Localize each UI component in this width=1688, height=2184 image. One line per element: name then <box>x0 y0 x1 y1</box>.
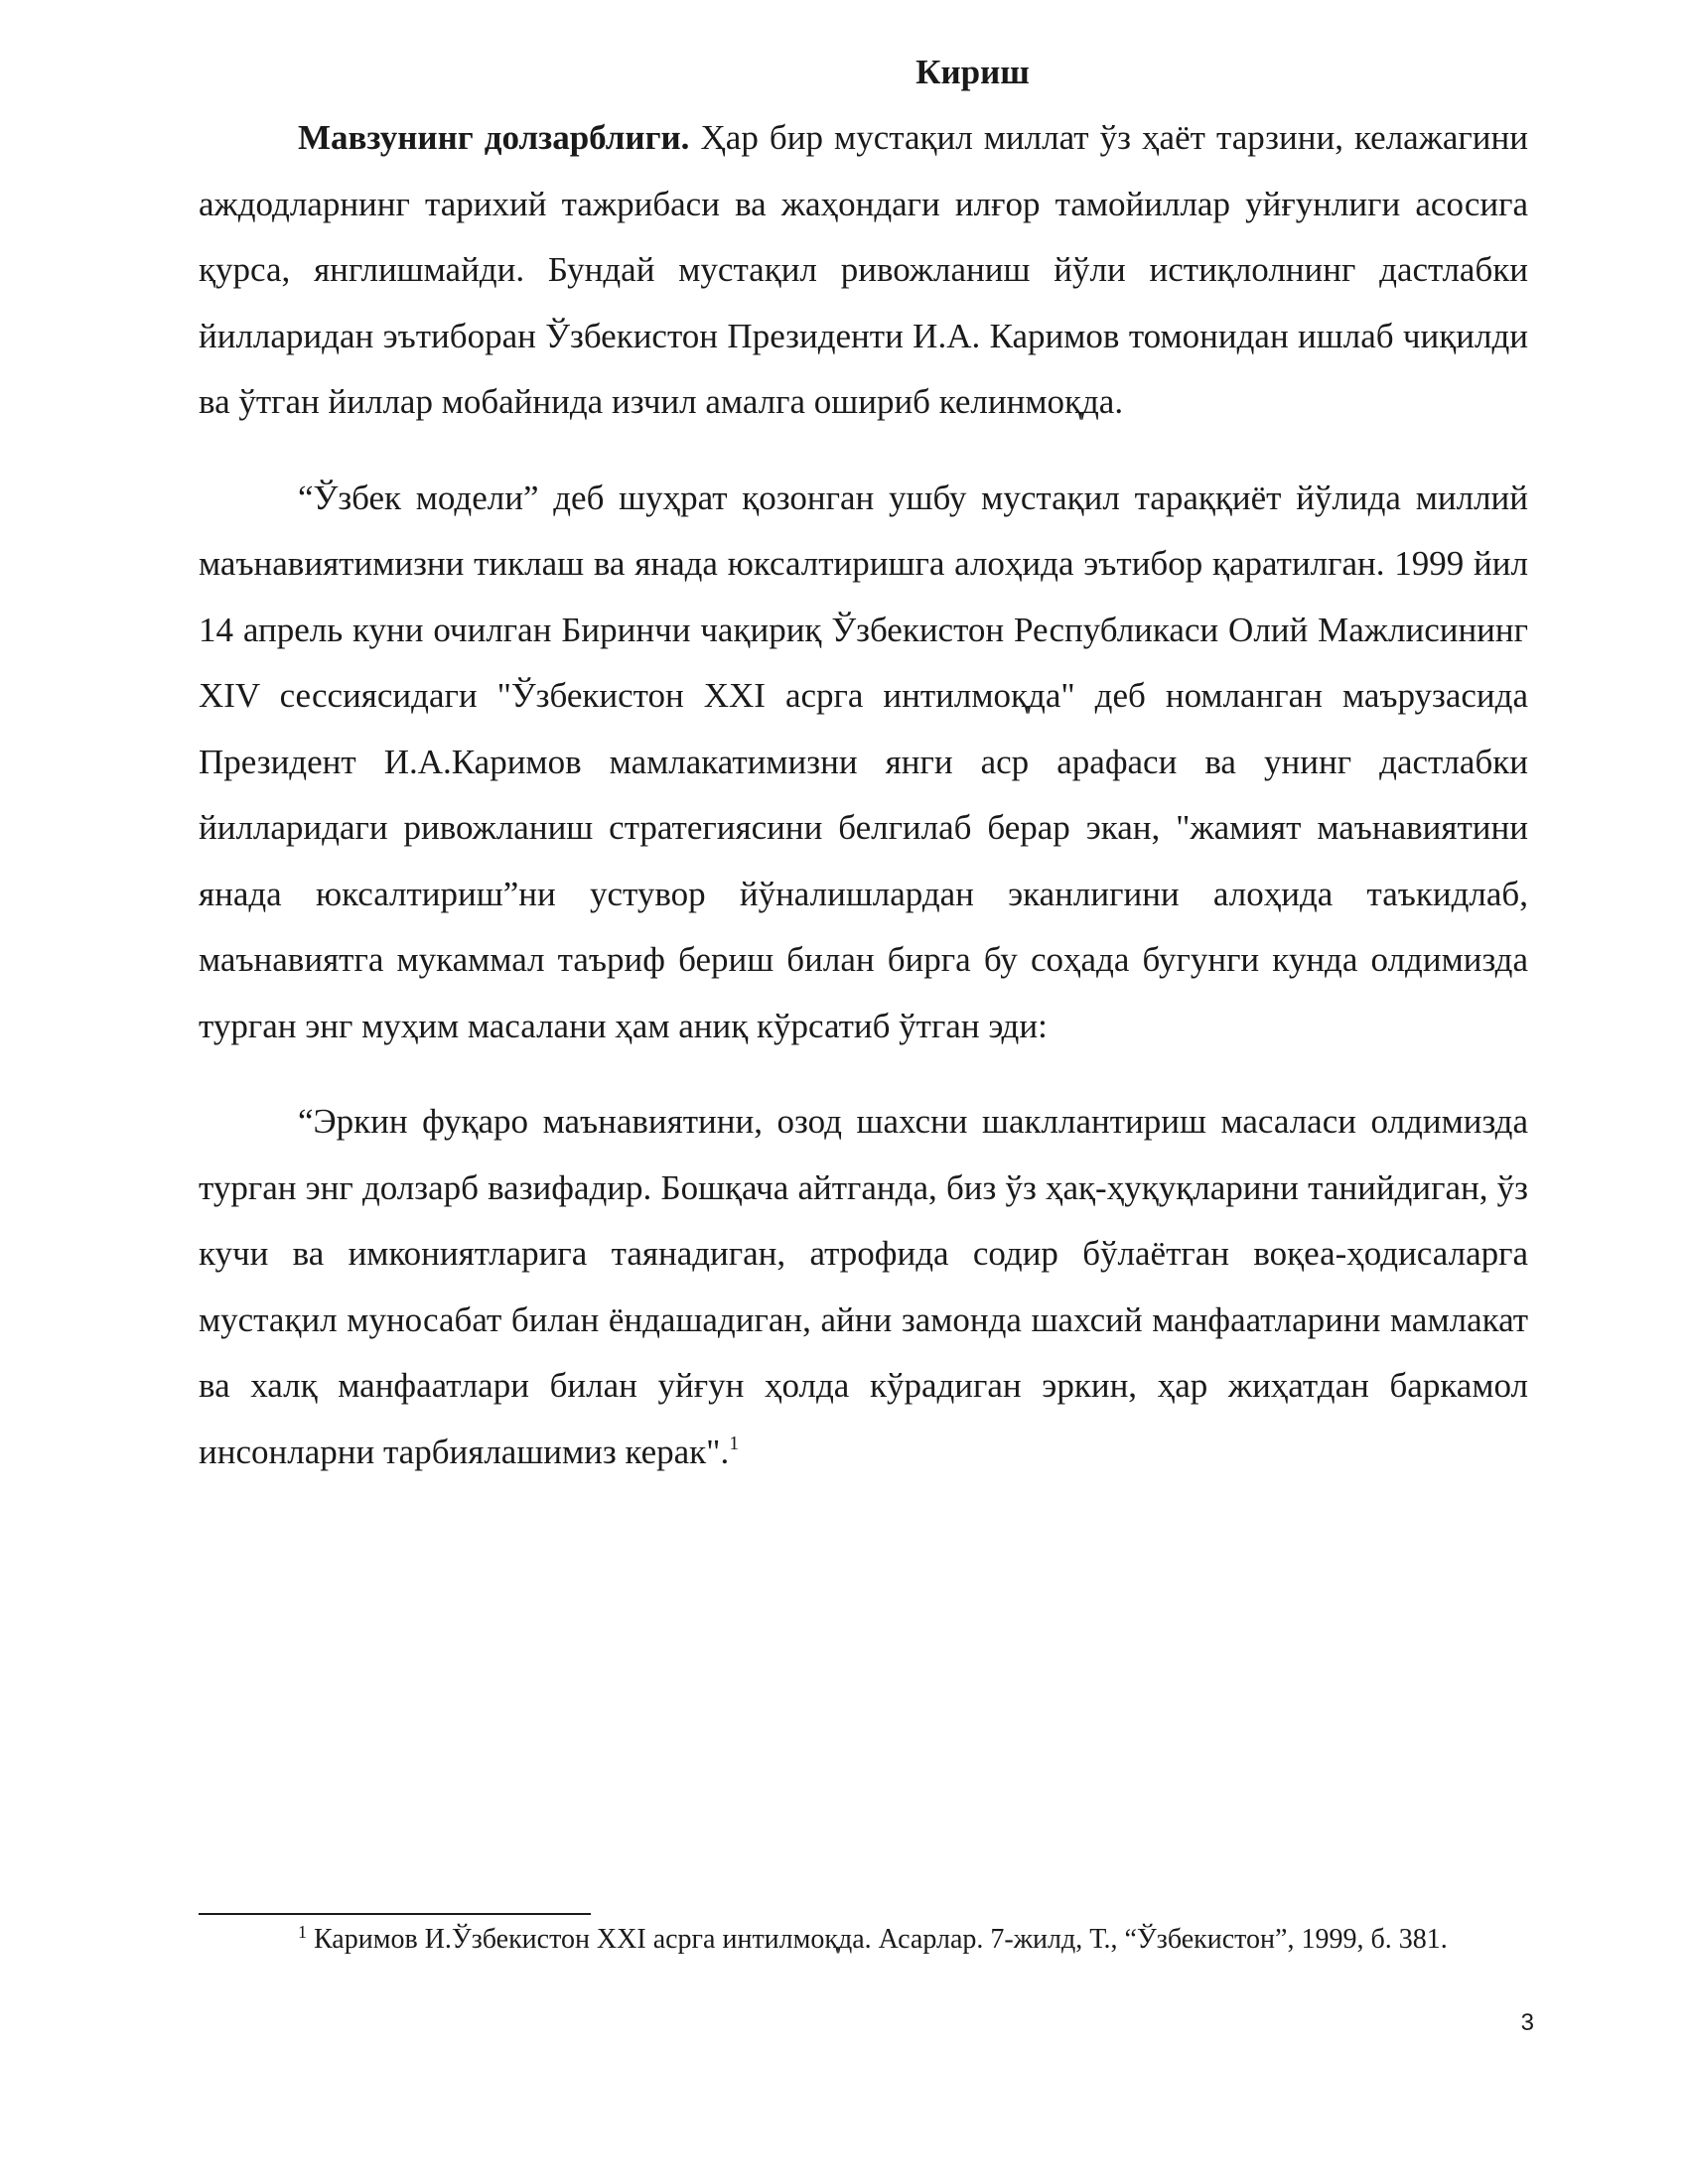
paragraph-uzbek-model <box>199 466 1528 1060</box>
body-content <box>199 40 1528 1485</box>
footnote-reference: 1 <box>729 1432 740 1454</box>
page-number: 3 <box>1520 2009 1534 2036</box>
paragraph-text: Ҳар бир мустақил миллат ўз ҳаёт тарзини, келажагини аждодларнинг тарихий тажрибаси ва жаҳондаги илғор тамойиллар уйғунлиги асосига қурса, янглишмайди. Бундай мустақил ривожланиш йўли истиқлолнинг дастлабки йилларидан эътиборан Ўзбекистон Президенти И.А. Каримов томонидан ишлаб чиқилди ва ўтган йиллар мобайнида изчил амалга ошириб келинмоқда. <box>199 118 1528 421</box>
paragraph-text: “Ўзбек модели” деб шуҳрат қозонган ушбу мустақил тараққиёт йўлида миллий маънавиятимизни тиклаш ва янада юксалтиришга алоҳида эътибор қаратилган. 1999 йил 14 апрель куни очилган Биринчи чақириқ Ўзбекистон Республикаси Олий Мажлисининг XIV сессиясидаги "Ўзбекистон XXI асрга интилмоқда" деб номланган маърузасида Президент И.А.Каримов мамлакатимизни янги аср арафаси ва унинг дастлабки йилларидаги ривожланиш стратегиясини белгилаб берар экан, "жамият маънавиятини янада юксалтириш”ни устувор йўналишлардан эканлигини алоҳида таъкидлаб, маънавиятга мукаммал таъриф бериш билан бирга бу соҳада бугунги кунда олдимизда турган энг муҳим масалани ҳам аниқ кўрсатиб ўтган эди: <box>199 478 1528 1045</box>
footnote-separator <box>199 1913 591 1915</box>
paragraph-lead-heading: Мавзунинг долзарблиги. <box>298 118 690 157</box>
paragraph-relevance <box>199 105 1528 436</box>
section-title: Кириш <box>915 53 1030 91</box>
paragraph-quotation <box>199 1089 1528 1485</box>
footnote-text: Каримов И.Ўзбекистон XXI асрга интилмоқда. Асарлар. 7-жилд, Т., “Ўзбекистон”, 1999, б. 381. <box>307 1924 1448 1955</box>
footnote <box>199 1920 1528 1960</box>
footnote-marker: 1 <box>298 1922 307 1942</box>
paragraph-text: “Эркин фуқаро маънавиятини, озод шахсни шакллантириш масаласи олдимизда турган энг долзарб вазифадир. Бошқача айтганда, биз ўз ҳақ-ҳуқуқларини танийдиган, ўз кучи ва имкониятларига таянадиган, атрофида содир бўлаётган воқеа-ҳодисаларга мустақил муносабат билан ёндашадиган, айни замонда шахсий манфаатларини мамлакат ва халқ манфаатлари билан уйғун ҳолда кўрадиган эркин, ҳар жиҳатдан баркамол инсонларни тарбиялашимиз керак". <box>199 1102 1528 1471</box>
